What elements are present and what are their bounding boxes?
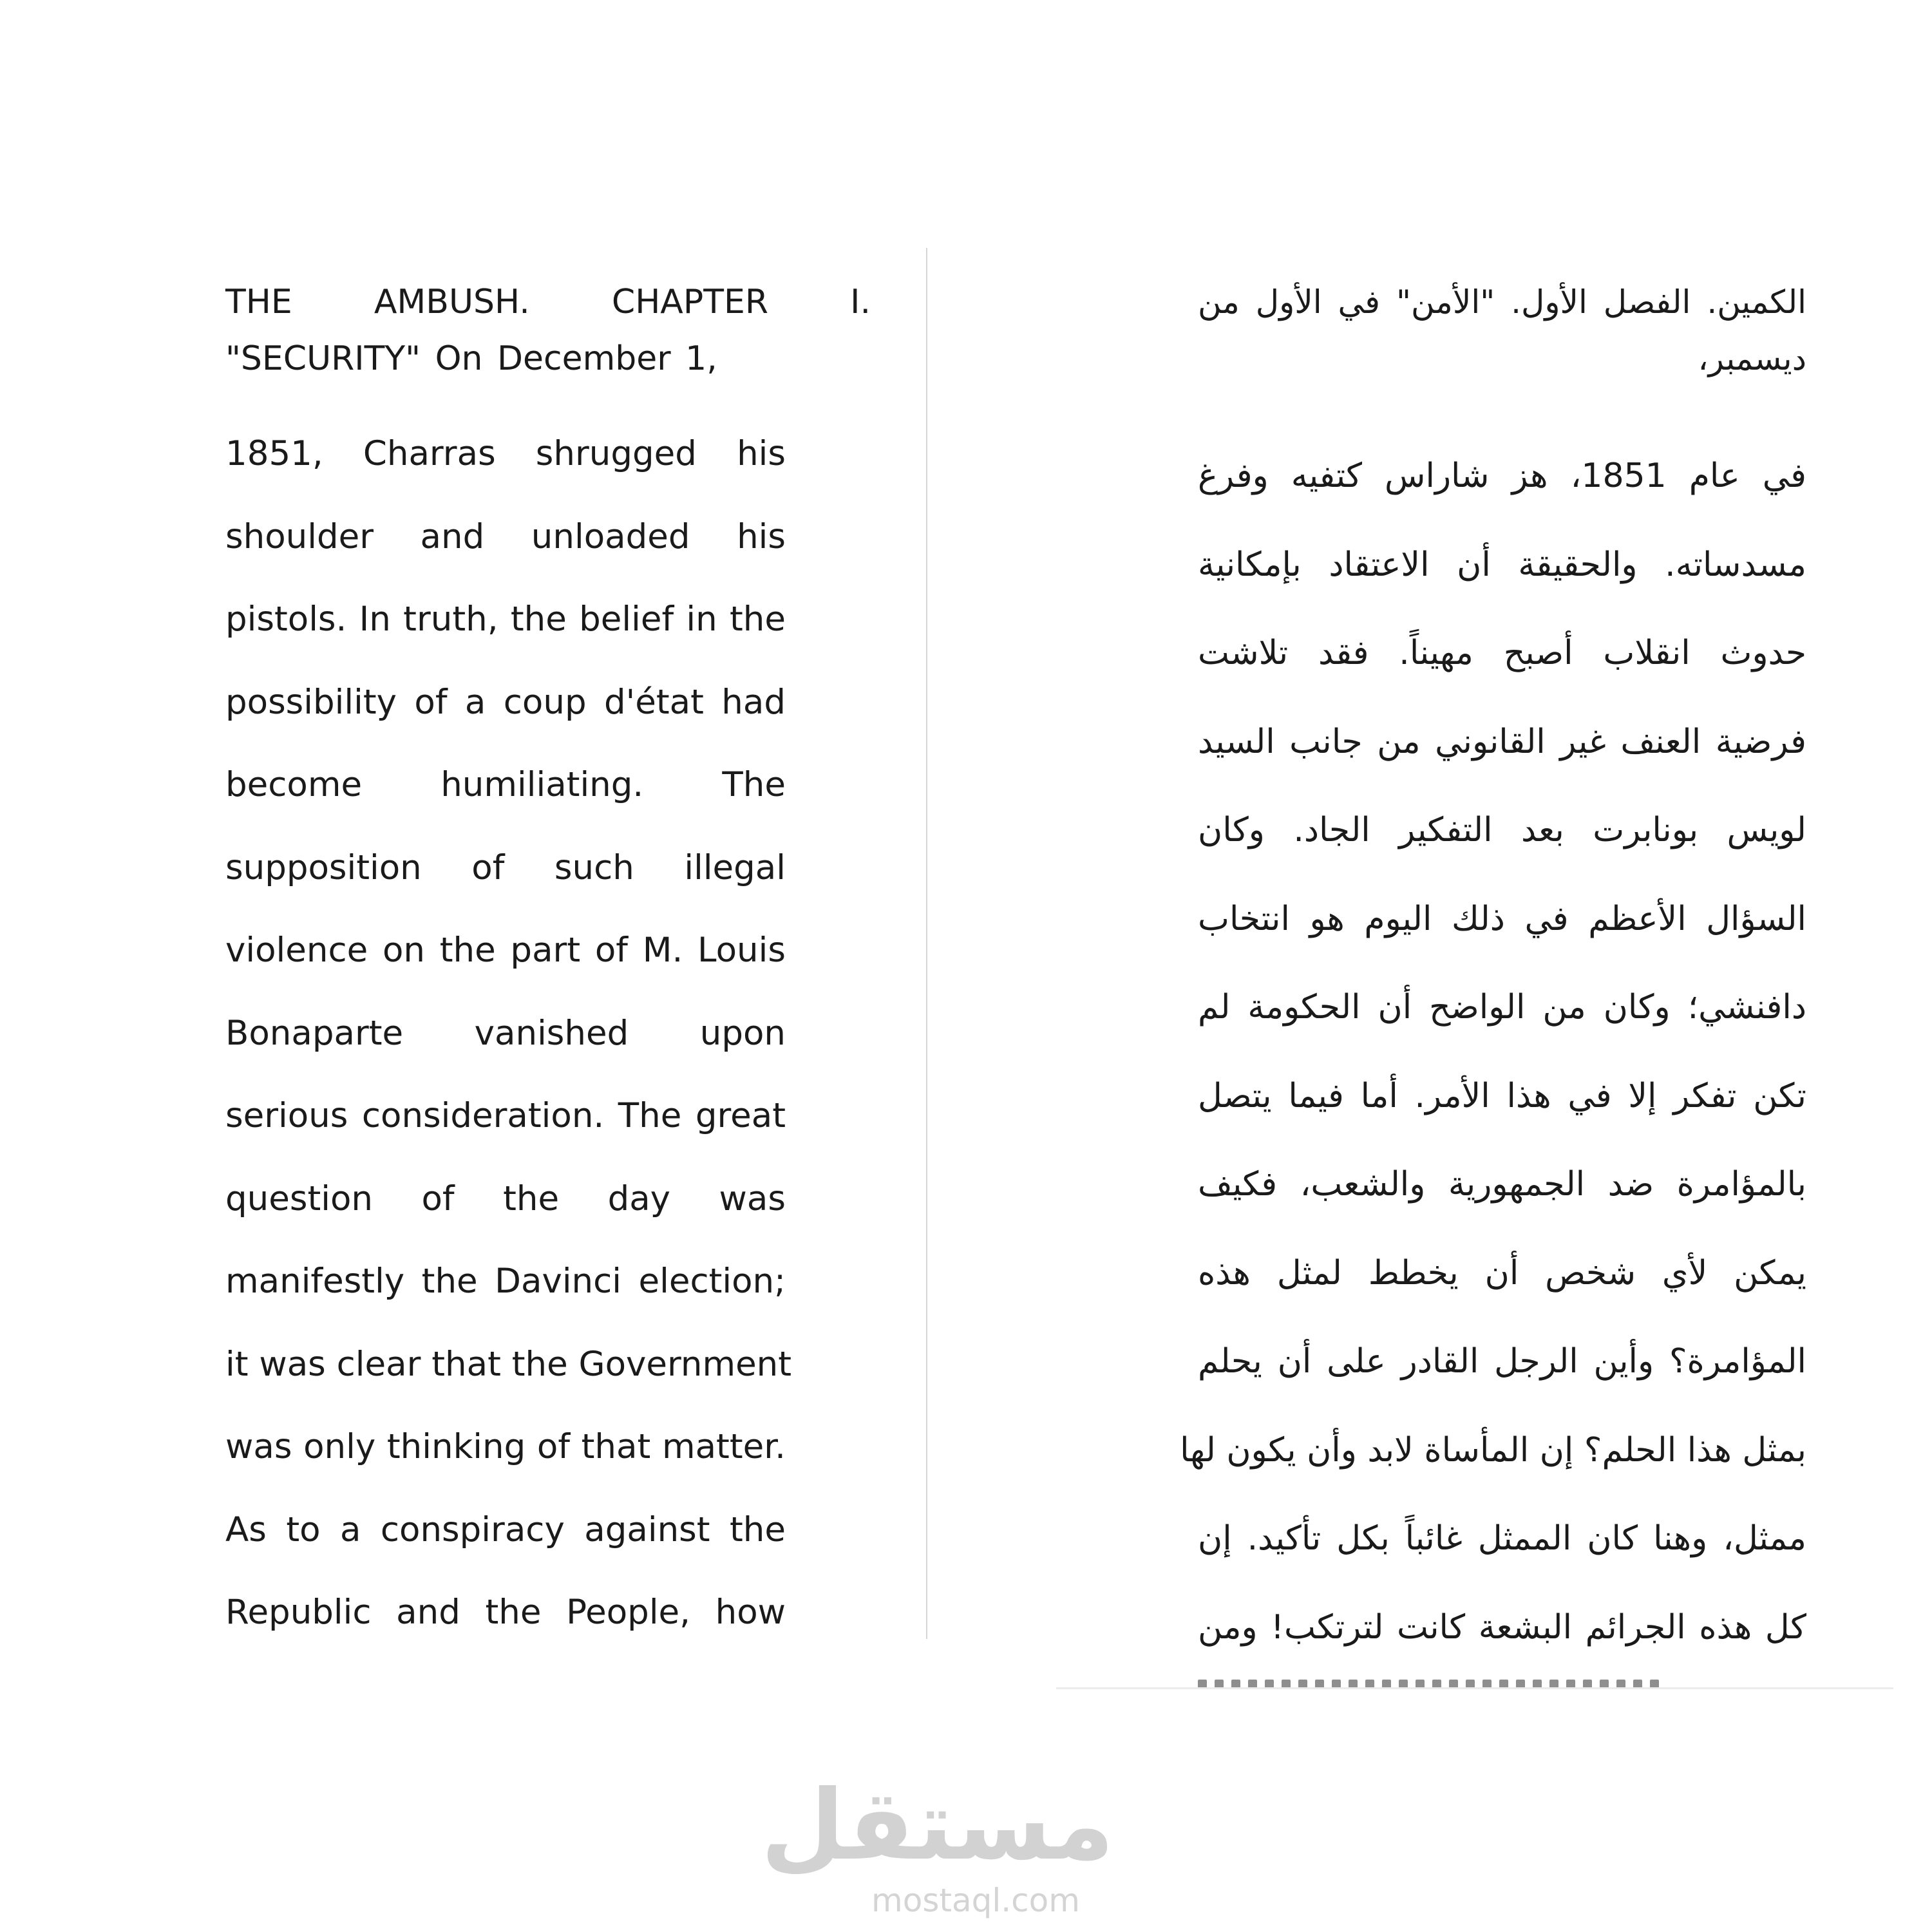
- arabic-body-line: لويس بونابرت بعد التفكير الجاد. وكان: [1198, 811, 1806, 849]
- arabic-body-line: المؤامرة؟ وأين الرجل القادر على أن يحلم: [1198, 1342, 1806, 1381]
- english-body-line: question of the day was: [225, 1179, 786, 1218]
- arabic-body-line: دافنشي؛ وكان من الواضح أن الحكومة لم: [1198, 988, 1806, 1027]
- english-paragraph: [225, 413, 792, 1654]
- arabic-body-line: بالمؤامرة ضد الجمهورية والشعب، فكيف: [1198, 1165, 1806, 1204]
- arabic-body-line: السؤال الأعظم في ذلك اليوم هو انتخاب: [1198, 899, 1806, 938]
- english-body-line: shoulder and unloaded his: [225, 516, 786, 556]
- mostaql-watermark: [761, 1770, 1114, 1923]
- arabic-body-line: بمثل هذا الحلم؟ إن المأساة لابد وأن يكون لها: [1180, 1430, 1806, 1470]
- arabic-body-line: حدوث انقلاب أصبح مهيناً. فقد تلاشت: [1198, 634, 1806, 672]
- english-body-line: serious consideration. The great: [225, 1096, 786, 1135]
- english-body-line: become humiliating. The: [225, 765, 786, 804]
- arabic-title-line: الكمين. الفصل الأول. "الأمن" في الأول من: [1198, 283, 1806, 321]
- arabic-title-line: ديسمبر،: [1698, 340, 1806, 377]
- truncated-text-line: [1198, 1674, 1806, 1689]
- english-body-line: As to a conspiracy against the: [225, 1510, 786, 1549]
- column-divider: [926, 248, 927, 1639]
- arabic-body-line: تكن تفكر إلا في هذا الأمر. أما فيما يتصل: [1198, 1076, 1806, 1115]
- english-body-line: manifestly the Davinci election;: [225, 1262, 786, 1301]
- english-column: [225, 274, 882, 1654]
- arabic-body-line: فرضية العنف غير القانوني من جانب السيد: [1198, 722, 1806, 761]
- arabic-column: [1180, 274, 1806, 1672]
- english-title-line: THE AMBUSH. CHAPTER I.: [225, 283, 871, 321]
- arabic-title: [1198, 274, 1806, 387]
- english-body-line: Republic and the People, how: [225, 1593, 786, 1632]
- mostaql-logo: مستقل: [761, 1770, 1114, 1882]
- arabic-paragraph: [1180, 432, 1806, 1672]
- english-title-line: "SECURITY" On December 1,: [225, 339, 717, 378]
- arabic-body-line: مسدساته. والحقيقة أن الاعتقاد بإمكانية: [1198, 545, 1806, 584]
- english-body-line: 1851, Charras shrugged his: [225, 434, 786, 473]
- arabic-body-line: ممثل، وهنا كان الممثل غائباً بكل تأكيد. إن: [1198, 1519, 1806, 1558]
- arabic-body-line: يمكن لأي شخص أن يخطط لمثل هذه: [1198, 1253, 1806, 1293]
- arabic-body-line: في عام 1851، هز شاراس كتفيه وفرغ: [1198, 457, 1806, 495]
- english-body-line: it was clear that the Government: [225, 1344, 792, 1384]
- page-bottom-rule: [1056, 1687, 1893, 1689]
- english-body-line: possibility of a coup d'état had: [225, 682, 786, 722]
- english-body-line: violence on the part of M. Louis: [225, 931, 786, 970]
- english-body-line: pistols. In truth, the belief in the: [225, 600, 786, 639]
- english-body-line: was only thinking of that matter.: [225, 1427, 786, 1466]
- watermark-domain: mostaql.com: [871, 1882, 1080, 1919]
- arabic-body-line: كل هذه الجرائم البشعة كانت لترتكب! ومن: [1198, 1607, 1806, 1647]
- english-body-line: Bonaparte vanished upon: [225, 1013, 786, 1053]
- english-title: [225, 274, 871, 387]
- english-body-line: supposition of such illegal: [225, 848, 786, 887]
